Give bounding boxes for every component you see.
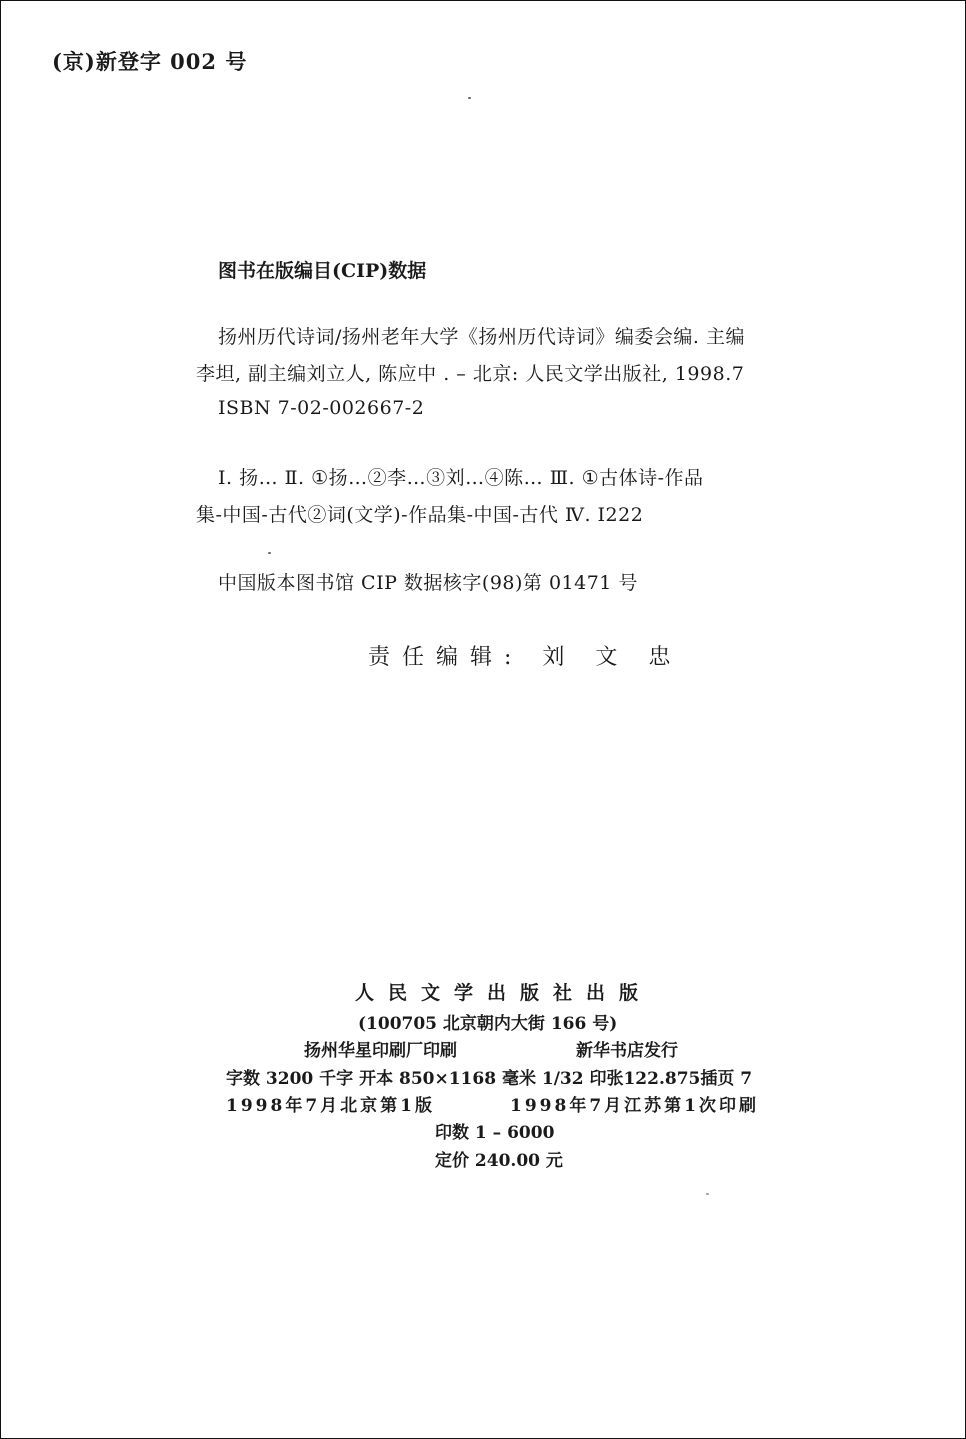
cip-verification-number: 中国版本图书馆 CIP 数据核字(98)第 01471 号 [218, 572, 638, 594]
scan-speck [468, 97, 471, 99]
printing-info: 1998年7月江苏第1次印刷 [510, 1096, 759, 1116]
publisher-line: 人民文学出版社出版 [355, 982, 653, 1004]
cip-entry-line-1: 扬州历代诗词/扬州老年大学《扬州历代诗词》编委会编. 主编 [218, 326, 745, 348]
printer: 扬州华星印刷厂印刷 [304, 1041, 457, 1061]
cip-title: 图书在版编目(CIP)数据 [218, 260, 427, 282]
cip-entry-line-2: 李坦, 副主编刘立人, 陈应中 . – 北京: 人民文学出版社, 1998.7 [196, 363, 745, 385]
scan-speck [706, 1193, 709, 1195]
isbn: ISBN 7-02-002667-2 [218, 397, 425, 419]
distributor: 新华书店发行 [576, 1041, 678, 1061]
print-run: 印数 1 – 6000 [435, 1123, 555, 1143]
price: 定价 240.00 元 [435, 1151, 563, 1171]
responsible-editor: 责任编辑: 刘 文 忠 [368, 645, 683, 670]
edition-info: 1998年7月北京第1版 [226, 1096, 435, 1116]
subject-line-2: 集-中国-古代②词(文学)-作品集-中国-古代 Ⅳ. I222 [196, 504, 644, 526]
registration-number: (京)新登字 002 号 [52, 49, 248, 74]
subject-line-1: Ⅰ. 扬… Ⅱ. ①扬…②李…③刘…④陈… Ⅲ. ①古体诗-作品 [218, 467, 704, 489]
scan-speck [268, 552, 271, 554]
book-specs: 字数 3200 千字 开本 850×1168 毫米 1/32 印张122.875插页 7 [226, 1069, 753, 1089]
publisher-address: (100705 北京朝内大街 166 号) [358, 1014, 618, 1034]
